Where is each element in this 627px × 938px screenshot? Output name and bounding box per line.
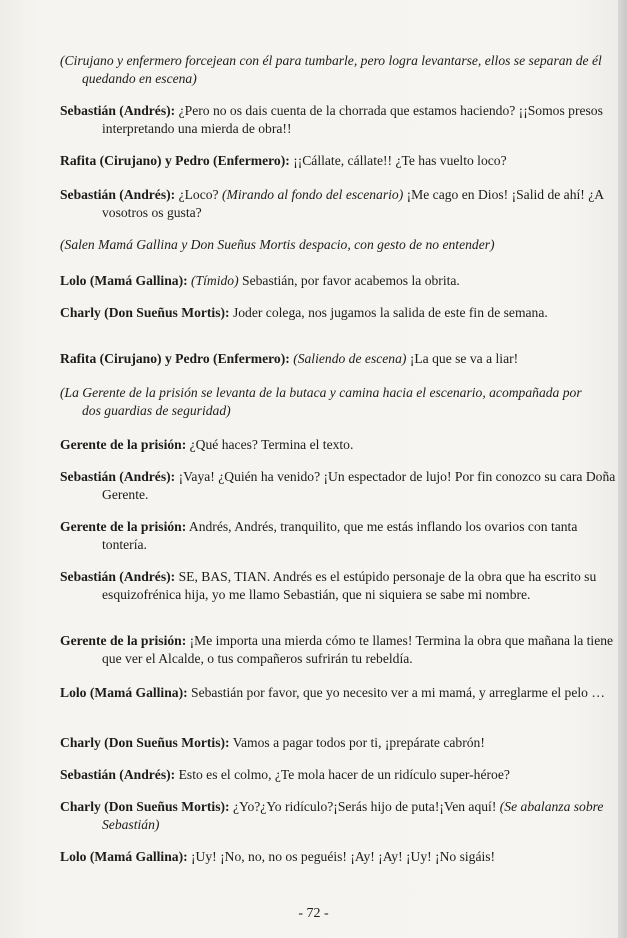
dialogue-text: ¡¡Cállate, cállate!! ¿Te has vuelto loco? — [293, 153, 507, 168]
speaker-name: Lolo (Mamá Gallina): — [60, 849, 188, 864]
dialogue-text: ¡Me cago en Dios! ¡Salid de ahí! ¿A vosotros os gusta? — [102, 187, 604, 220]
speaker-name: Sebastián (Andrés): — [60, 469, 176, 484]
dialogue-line — [60, 518, 622, 554]
stage-direction: (La Gerente de la prisión se levanta de la butaca y camina hacia el escenario, acompañada por dos guardias de seguridad) — [60, 385, 582, 418]
inline-direction: (Se abalanza sobre Sebastián) — [102, 799, 604, 832]
dialogue-line — [60, 186, 622, 222]
dialogue-text: ¡La que se va a liar! — [409, 351, 519, 366]
dialogue-text: Joder colega, nos jugamos la salida de este fin de semana. — [232, 305, 548, 320]
dialogue-text: ¡Me importa una mierda cómo te llames! Termina la obra que mañana la tiene que ver el Alcalde, o tus compañeros sufrirán tu rebeldía. — [102, 633, 614, 666]
dialogue-text: Vamos a pagar todos por ti, ¡prepárate cabrón! — [232, 735, 485, 750]
dialogue-text: ¿Pero no os dais cuenta de la chorrada que estamos haciendo? ¡¡Somos presos interpretando una mierda de obra!! — [102, 103, 603, 136]
dialogue-text: Sebastián, por favor acabemos la obrita. — [242, 273, 460, 288]
speaker-name: Gerente de la prisión: — [60, 519, 187, 534]
dialogue-line — [60, 734, 622, 752]
dialogue-line — [60, 350, 622, 368]
dialogue-line — [60, 304, 622, 322]
speaker-name: Sebastián (Andrés): — [60, 767, 176, 782]
dialogue-text: ¿Qué haces? Termina el texto. — [189, 437, 354, 452]
speaker-name: Charly (Don Sueñus Mortis): — [60, 305, 230, 320]
stage-direction: (Salen Mamá Gallina y Don Sueñus Mortis despacio, con gesto de no entender) — [60, 237, 495, 252]
dialogue-line — [60, 436, 622, 454]
speaker-name: Rafita (Cirujano) y Pedro (Enfermero): — [60, 351, 290, 366]
dialogue-text: ¿Yo?¿Yo ridículo?¡Serás hijo de puta!¡Ven aquí! — [232, 799, 497, 814]
dialogue-text: ¿Loco? — [178, 187, 219, 202]
dialogue-line — [60, 152, 622, 170]
speaker-name: Lolo (Mamá Gallina): — [60, 685, 188, 700]
dialogue-text: ¡Vaya! ¿Quién ha venido? ¡Un espectador de lujo! Por fin conozco su cara Doña Gerente. — [102, 469, 616, 502]
dialogue-line — [60, 568, 622, 604]
dialogue-line — [60, 798, 622, 834]
speaker-name: Charly (Don Sueñus Mortis): — [60, 799, 230, 814]
speaker-name: Rafita (Cirujano) y Pedro (Enfermero): — [60, 153, 290, 168]
speaker-name: Sebastián (Andrés): — [60, 187, 176, 202]
speaker-name: Sebastián (Andrés): — [60, 569, 176, 584]
speaker-name: Charly (Don Sueñus Mortis): — [60, 735, 230, 750]
dialogue-line — [60, 272, 622, 290]
dialogue-line — [60, 632, 622, 668]
speaker-name: Gerente de la prisión: — [60, 633, 187, 648]
dialogue-line — [60, 766, 622, 784]
dialogue-line — [60, 684, 622, 702]
stage-direction: (Cirujano y enfermero forcejean con él para tumbarle, pero logra levantarse, ellos se separan de él quedando en escena) — [60, 53, 602, 86]
dialogue-line — [60, 102, 622, 138]
page-number: - 72 - — [298, 906, 329, 921]
inline-direction: (Tímido) — [191, 273, 239, 288]
inline-direction: (Saliendo de escena) — [293, 351, 407, 366]
dialogue-text: Sebastián por favor, que yo necesito ver a mi mamá, y arreglarme el pelo … — [191, 685, 605, 700]
speaker-name: Sebastián (Andrés): — [60, 103, 176, 118]
dialogue-line — [60, 468, 622, 504]
speaker-name: Gerente de la prisión: — [60, 437, 187, 452]
inline-direction: (Mirando al fondo del escenario) — [222, 187, 404, 202]
dialogue-line — [60, 848, 622, 866]
dialogue-text: Andrés, Andrés, tranquilito, que me estás inflando los ovarios con tanta tontería. — [102, 519, 578, 552]
dialogue-text: Esto es el colmo, ¿Te mola hacer de un ridículo super-héroe? — [178, 767, 510, 782]
speaker-name: Lolo (Mamá Gallina): — [60, 273, 188, 288]
dialogue-text: SE, BAS, TIAN. Andrés es el estúpido personaje de la obra que ha escrito su esquizofrénica hija, yo me llamo Sebastián, que ni siquiera se sabe mi nombre. — [102, 569, 597, 602]
dialogue-text: ¡Uy! ¡No, no, no os peguéis! ¡Ay! ¡Ay! ¡Uy! ¡No sigáis! — [191, 849, 496, 864]
